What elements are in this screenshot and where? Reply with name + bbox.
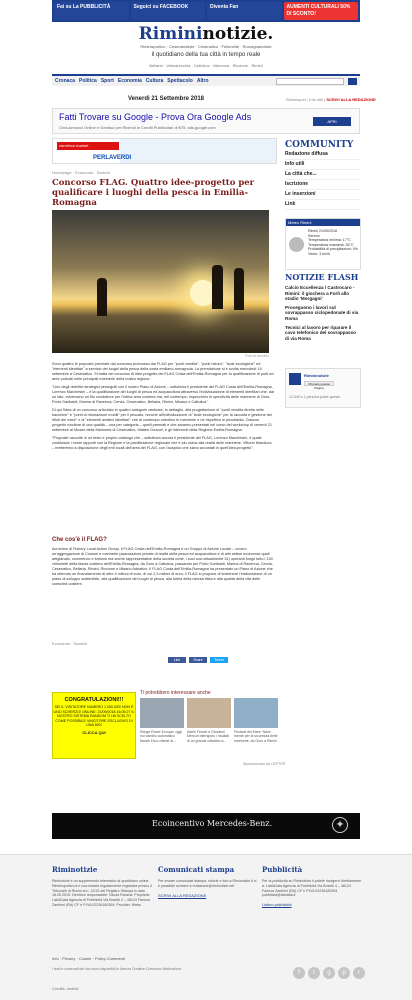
top-links[interactable] bbox=[286, 97, 376, 102]
site-logo[interactable] bbox=[0, 24, 412, 44]
sponsor-credit[interactable]: Sponsorizzato da CEPTER bbox=[243, 762, 286, 766]
top-ad-bar bbox=[52, 0, 360, 22]
tweet-button[interactable]: Tweet bbox=[210, 657, 228, 663]
community-item[interactable]: Redazione diffusa bbox=[285, 150, 361, 160]
footer-text: Per inviare comunicati stampa, notizie e foto a Riminotizie.it vi è possibile scrivere a redazione@riminotizie.net bbox=[158, 879, 257, 888]
rss-icon[interactable]: r bbox=[353, 967, 365, 979]
related-card[interactable] bbox=[187, 698, 231, 743]
article-tags[interactable]: Economia · Società bbox=[52, 641, 87, 646]
share-bar bbox=[168, 657, 228, 663]
nav-cronaca[interactable]: Cronaca bbox=[55, 78, 76, 84]
footer-title: Comunicati stampa bbox=[158, 865, 235, 874]
ad-pubblicita[interactable]: Fai su La PUBBLICITÀ bbox=[54, 2, 129, 20]
community-title: COMMUNITY bbox=[285, 140, 354, 150]
weather-location: Rimini 21/09/2018 bbox=[308, 229, 337, 233]
fisherman-figure bbox=[97, 278, 107, 316]
footer-col-press bbox=[158, 865, 258, 898]
facebook-share-button[interactable]: Share bbox=[189, 657, 207, 663]
nav-politica[interactable]: Politica bbox=[79, 78, 97, 84]
weather-line: Temperatura massima: 26°C bbox=[308, 242, 354, 247]
facebook-likes: 12.345 a 1 persona piace questo bbox=[289, 395, 340, 399]
photo-caption: Foto di archivio bbox=[245, 354, 269, 358]
weather-line: Sereno bbox=[308, 233, 320, 238]
related-image bbox=[234, 698, 278, 728]
mercedes-star-icon: ✦ bbox=[332, 817, 348, 833]
article-paragraph: Acronimo di Fishery Local Action Group, il FLAG Costa dell'Emilia-Romagna è un Gruppo di Azione Locale – ovvero un'aggregazione di Comuni e marinerie (associazioni private di realtà della pesca ed acquacoltura e di altri settori economici quali artigianato, commercio e turismo ma anche rappresentative della società civile, i suoi soci attualmente 31) operanti lungo tutto i 130 chilometri della fascia costiera dell'Emilia-Romagna, da Goro a Cattolica, passando per Porto Garibaldi, Marina di Ravenna, Cervia, Cesenatico, Bellaria, Rimini, Riccione e Misano Adriatico. Il FLAG Costa dell'Emilia-Romagna ha presentato un Piano di Azione che ha ottenuto un finanziamento di oltre 4 milioni di euro, di cui 2,3 milioni di euro, il FLAG si propone di sostenere l'elaborazione di un piano di sviluppo sostenibile, alla qualificazione dei luoghi di pesca, alla tutela della risorsa ittica e alla qualità della vita delle comunità costiere. bbox=[52, 547, 273, 586]
nav-cultura[interactable]: Cultura bbox=[145, 78, 164, 84]
weather-header: Meteo Rimini bbox=[286, 219, 360, 226]
community-item[interactable]: Iscrizione bbox=[285, 180, 361, 190]
twitter-icon[interactable]: t bbox=[308, 967, 320, 979]
logo-main: Rimini bbox=[138, 24, 203, 44]
footer-col-about bbox=[52, 865, 152, 908]
facebook-widget bbox=[285, 368, 361, 408]
fisherman-figure bbox=[212, 265, 223, 309]
related-caption[interactable]: Adele Ferrari e Giovanni Mercuri ottengono i risultati di un grande cittadino a... bbox=[187, 730, 230, 743]
footer-links[interactable]: Info · Privacy · Cookie · Policy Commenti bbox=[52, 956, 125, 961]
ad-facebook[interactable]: Seguici su FACEBOOK bbox=[131, 2, 206, 20]
article-paragraph: Sono quattro le proposte premiate dal concorso promosso dal FLAG per "punti vendita", "punti ristoro", "isole ecologiche" ed "elementi identitari" a servizio dei luoghi della pesca della costa emiliano-romagnola. La premiazione si è svolta mercoledì 19 settembre a Cesenatico. Si tratta del concorso di idee-progetto del FLAG Costa dell'Emilia-Romagna per la qualificazione di porti ed aree portuali nelle principali marinerie della nostra regione. bbox=[52, 362, 274, 381]
logo-tail: notizie. bbox=[202, 24, 274, 44]
footer-link[interactable]: Listino pubblicità bbox=[262, 902, 292, 908]
nav-spettacolo[interactable]: Spettacolo bbox=[167, 78, 193, 84]
promo-link[interactable]: CLICCA QUI bbox=[82, 729, 106, 735]
facebook-avatar bbox=[289, 373, 301, 385]
related-articles bbox=[140, 690, 280, 743]
flash-item[interactable]: Tecnici al lavoro per riparare il cavo telefonico del sovrappasso di via Roma bbox=[285, 324, 356, 341]
nav-sport[interactable]: Sport bbox=[100, 78, 114, 84]
pinterest-icon[interactable]: p bbox=[338, 967, 350, 979]
article-title: Concorso FLAG. Quattro idee-progetto per qualificare i luoghi della pesca in Emilia-Romagna bbox=[52, 178, 255, 208]
promo-headline: CONGRATULAZIONI!!! bbox=[64, 697, 124, 703]
community-item[interactable]: Info utili bbox=[285, 160, 361, 170]
google-ad-button[interactable]: APRI bbox=[313, 117, 351, 126]
tagline: il quotidiano della tua città in tempo reale bbox=[151, 52, 261, 58]
related-image bbox=[140, 698, 184, 728]
write-to-editor-link[interactable]: SCRIVI ALLA REDAZIONE bbox=[326, 97, 376, 102]
carrefour-logo: carrefour market bbox=[57, 142, 119, 150]
google-ad[interactable] bbox=[52, 108, 360, 134]
community-item[interactable]: La città che... bbox=[285, 170, 361, 180]
weather-line: Temperatura minima: 17°C bbox=[308, 238, 351, 243]
promo-banner[interactable] bbox=[52, 692, 136, 759]
network-nav[interactable]: Riminisportivo · Cesenanotizie · Cesenatico · Fellonette · Romagnanotizie bbox=[140, 44, 272, 49]
flash-item[interactable]: Calcio Eccellenza / Castrocaro - Rimini: il giochera a Forlì allo stadio 'Morgagni' bbox=[285, 285, 355, 302]
city-nav[interactable]: Bellaria · Valmarecchia · Cattolica · Valconca · Riccione · Rimini bbox=[149, 63, 263, 68]
article-body-2 bbox=[52, 547, 274, 637]
weather-widget bbox=[285, 218, 361, 270]
facebook-like-page-button[interactable]: Mi piace questa Pagina bbox=[304, 381, 334, 386]
article-breadcrumb[interactable]: Homepage · Economia · Società bbox=[52, 170, 110, 175]
carrefour-banner[interactable] bbox=[52, 138, 277, 164]
perlaverdi-logo: PERLAVERDI bbox=[93, 155, 132, 161]
footer-col-ads bbox=[262, 865, 362, 907]
google-ad-title[interactable]: Fatti Trovare su Google - Prova Ora Google Ads bbox=[59, 112, 252, 122]
social-icons bbox=[293, 967, 365, 979]
google-plus-icon[interactable]: g bbox=[323, 967, 335, 979]
weather-line: Vento: 3 km/h bbox=[308, 251, 330, 256]
article-paragraph: Di qui l'idea di un concorso articolato in quattro categorie dedicate, in dettaglio, alla progettazione di "punti vendita diretta nelle banchine" e "punti di ristorazione mobili" per il pescato, nonché all'individuazione di "isole ecologiche" per la raccolta e gestione dei rifiuti dei mare" e di "elementi artistici identitari" che al contempo orientino le marinerie e ne rispettino le peculiarità. Ciascun progetto vincitore di una qualità – una per categoria – quelli premiati e che saranno presentati nel corso del workshop di venerdì 21 settembre al Museo della Marineria di Cesenatico, Matteo Gozzoli, è gli interventi della Regione Emilia-Romagna. bbox=[52, 408, 272, 432]
flash-item[interactable]: Proseguono i lavori sul sovrappasso ciclopedonale di via Roma bbox=[285, 304, 359, 321]
footer-credit[interactable]: Credits: webbit bbox=[52, 986, 79, 991]
related-card[interactable] bbox=[234, 698, 278, 743]
top-links-text: Riminisport | Info utili | bbox=[286, 97, 327, 102]
related-title: Ti potrebbero interessare anche bbox=[140, 690, 211, 696]
weather-icon bbox=[289, 237, 304, 252]
flash-title: NOTIZIE FLASH bbox=[285, 272, 359, 282]
mercedes-text: Ecoincentivo Mercedes-Benz. bbox=[152, 819, 273, 828]
article-photo bbox=[52, 210, 269, 353]
main-nav bbox=[52, 74, 360, 86]
mercedes-banner[interactable] bbox=[52, 813, 360, 839]
weather-line: Probabilità di precipitazioni: 0% bbox=[308, 247, 358, 252]
related-image bbox=[187, 698, 231, 728]
article-paragraph: "Uno degli obiettivi strategici perseguiti con il nostro Piano di Azione – sottolinea il presidente del FLAG Costa dell'Emilia-Romagna, Lorenzo Marchesini – è la qualificazione dei luoghi di pesca ed acquacoltura attraverso l'individuazione di elementi identitari che, dal un lato, evidenzino un filo conduttore per l'intera area costiera ma, nel contempo, rispecchino le specificità delle marinerie di Goro, Porto Garibaldi, Marina di Ravenna, Cervia, Cesenatico, Bellaria, Rimini, Misano e Cattolica". bbox=[52, 385, 274, 404]
footer-text: Per la pubblicità su Riminotizie.it potete rivolgervi direttamente a: Lab&Data Agenzia di Pubblicità Via Boselli 4 – 48124 Faenza Zanfrimi (RA) CF e P.IVA 02236180394 pubblicita@labdata.it bbox=[262, 879, 362, 898]
ad-fan[interactable]: Diventa Fan bbox=[207, 2, 282, 20]
related-caption[interactable]: Range Rover Evoque: oggi noi cambio automatico fiscale il tuo cliente di... bbox=[140, 730, 183, 743]
promo-body: SEI IL VISITATORE NUMERO 1.000.000! NON È UNO SCHERZO! ONLINE: 21/09/2018 16:05:27 IL NOSTRO SISTEMA RANDOM TI HA SCELTO COME POSSIBILE VINCITORE ESCLUSIVO DI UNA 500! bbox=[53, 705, 135, 728]
weather-details bbox=[308, 229, 358, 257]
current-date: Venerdì 21 Settembre 2018 bbox=[127, 96, 205, 102]
community-item[interactable]: Le inserzioni bbox=[285, 190, 361, 200]
community-item[interactable]: Link bbox=[285, 200, 361, 210]
article-body bbox=[52, 362, 274, 534]
facebook-page-name[interactable]: Rimininotizie bbox=[304, 373, 329, 378]
footer-copyright: I testi e contenuti del sito sono disponibili in licenza Creative Commons Attribuzione bbox=[52, 967, 182, 971]
nav-altro[interactable]: Altro bbox=[196, 78, 209, 84]
facebook-icon[interactable]: f bbox=[293, 967, 305, 979]
ad-culturali[interactable]: AUMENTI CULTURALI 50% DI SCONTO! bbox=[284, 2, 359, 20]
flash-news bbox=[285, 272, 361, 344]
footer-title: Riminotizie bbox=[52, 865, 98, 874]
related-card[interactable] bbox=[140, 698, 184, 743]
google-ad-subtitle: Crea Annunci Online e Gestisci per Rivendi in Crediti Pubblicitari di €75: ads.google.com bbox=[59, 125, 216, 130]
community-box bbox=[285, 140, 361, 210]
related-caption[interactable]: Festival del Mare: Nave mente per la sicurezza delle marinerie, da Goro a Rimini bbox=[234, 730, 278, 743]
footer-title: Pubblicità bbox=[262, 865, 303, 874]
footer-link[interactable]: SCRIVI ALLA REDAZIONE bbox=[158, 892, 207, 898]
article-subheading: Che cos'è il FLAG? bbox=[52, 537, 107, 543]
facebook-like-button[interactable]: Like bbox=[168, 657, 186, 663]
fisherman-figure bbox=[234, 268, 244, 310]
search-input[interactable] bbox=[276, 78, 344, 85]
article-paragraph: "Proposte raccolte in un testo e proprio catalogo che – sottolinea ancora il presidente del FLAG, Lorenzo Marchesini, è quale costituisce i nostri rapporti con la Regione e la pianificazione regionale che è più vicina alla realtà delle marinerie. Vittorio Manduca – metteremo a disposizione degli enti locali dell'area del FLAG, con l'auspicio che siano accostati in quell'idea-progetto". bbox=[52, 436, 272, 450]
nav-economia[interactable]: Economia bbox=[117, 78, 142, 84]
search-icon[interactable] bbox=[348, 78, 357, 85]
article-header bbox=[52, 170, 277, 215]
footer-text: Riminotizie è un supplemento telematico al quotidiano online Riminisportivo.it e una testata regolarmente registrata presso il Tribunale di Rimini al n. 12/15 del Registro Stampa in data 18.05.2015. Direttore responsabile: Nicola Ranzuti. Proprietà: Lab&Data Agenzia di Pubblicità Via Boselli 4 – 48124 Faenza Zanfrimi (RA) CF e P.IVA 02236180394. Provider: Webs bbox=[52, 879, 152, 907]
